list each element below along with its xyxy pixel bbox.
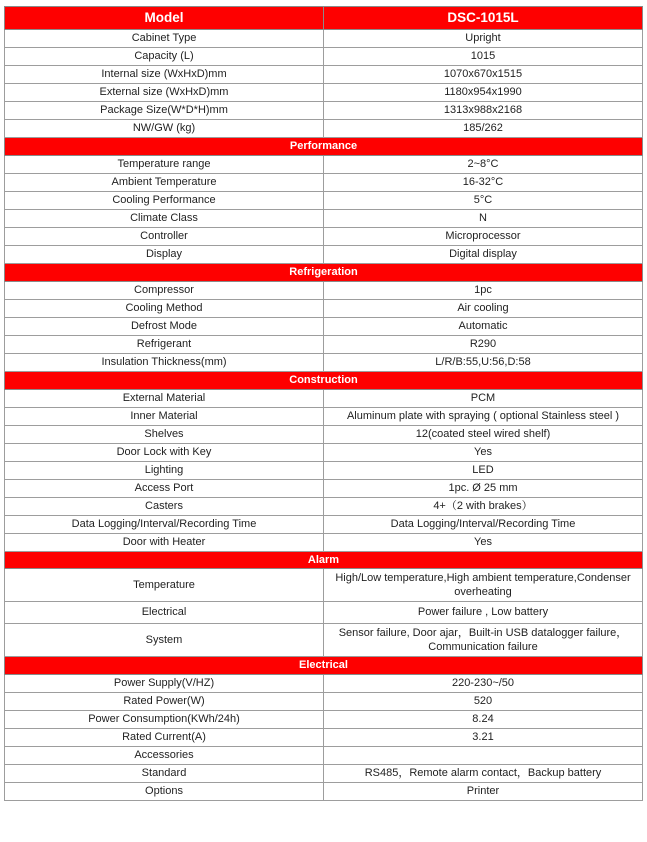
spec-label-cell: Controller bbox=[5, 227, 324, 245]
spec-value-cell: 1015 bbox=[324, 48, 643, 66]
spec-value-cell: Microprocessor bbox=[324, 227, 643, 245]
spec-row bbox=[5, 66, 643, 84]
spec-value-cell: 2~8°C bbox=[324, 155, 643, 173]
spec-label-cell: Shelves bbox=[5, 425, 324, 443]
section-title: Construction bbox=[5, 371, 643, 389]
spec-row bbox=[5, 765, 643, 783]
spec-value-cell: 1180x954x1990 bbox=[324, 84, 643, 102]
spec-label-cell: Climate Class bbox=[5, 209, 324, 227]
model-number-header-cell: DSC-1015L bbox=[324, 7, 643, 30]
section-header-row bbox=[5, 657, 643, 675]
section-header-row bbox=[5, 551, 643, 569]
spec-label-cell: Cooling Performance bbox=[5, 191, 324, 209]
model-header-cell: Model bbox=[5, 7, 324, 30]
spec-label-cell: Temperature range bbox=[5, 155, 324, 173]
spec-label-cell: Data Logging/Interval/Recording Time bbox=[5, 515, 324, 533]
spec-value-cell: 12(coated steel wired shelf) bbox=[324, 425, 643, 443]
spec-value-cell: Digital display bbox=[324, 245, 643, 263]
spec-value-cell: Data Logging/Interval/Recording Time bbox=[324, 515, 643, 533]
spec-value-cell: 8.24 bbox=[324, 711, 643, 729]
spec-label-cell: Electrical bbox=[5, 602, 324, 624]
spec-value-cell: 16-32°C bbox=[324, 173, 643, 191]
spec-row bbox=[5, 443, 643, 461]
section-header-row bbox=[5, 138, 643, 156]
spec-row bbox=[5, 245, 643, 263]
spec-value-cell: Upright bbox=[324, 30, 643, 48]
spec-value-cell: N bbox=[324, 209, 643, 227]
section-title: Refrigeration bbox=[5, 263, 643, 281]
section-title: Alarm bbox=[5, 551, 643, 569]
spec-value-cell: RS485，Remote alarm contact，Backup battery bbox=[324, 765, 643, 783]
spec-value-cell: Printer bbox=[324, 783, 643, 801]
spec-label-cell: Refrigerant bbox=[5, 335, 324, 353]
spec-label-cell: Temperature bbox=[5, 569, 324, 602]
spec-value-cell: Aluminum plate with spraying ( optional Stainless steel ) bbox=[324, 407, 643, 425]
spec-row bbox=[5, 84, 643, 102]
spec-row bbox=[5, 479, 643, 497]
spec-label-cell: External Material bbox=[5, 389, 324, 407]
spec-label-cell: System bbox=[5, 624, 324, 657]
spec-label-cell: Accessories bbox=[5, 747, 324, 765]
spec-label-cell: Display bbox=[5, 245, 324, 263]
spec-row bbox=[5, 389, 643, 407]
spec-label-cell: Compressor bbox=[5, 281, 324, 299]
spec-label-cell: Rated Current(A) bbox=[5, 729, 324, 747]
spec-row bbox=[5, 461, 643, 479]
spec-label-cell: Ambient Temperature bbox=[5, 173, 324, 191]
spec-row bbox=[5, 602, 643, 624]
section-header-row bbox=[5, 371, 643, 389]
spec-row bbox=[5, 515, 643, 533]
spec-value-cell: 5°C bbox=[324, 191, 643, 209]
spec-row bbox=[5, 335, 643, 353]
spec-row bbox=[5, 155, 643, 173]
spec-value-cell: High/Low temperature,High ambient temperature,Condenser overheating bbox=[324, 569, 643, 602]
spec-row bbox=[5, 407, 643, 425]
spec-label-cell: Door Lock with Key bbox=[5, 443, 324, 461]
spec-value-cell: 1pc bbox=[324, 281, 643, 299]
spec-label-cell: Rated Power(W) bbox=[5, 693, 324, 711]
spec-table-body bbox=[5, 7, 643, 801]
spec-row bbox=[5, 281, 643, 299]
spec-value-cell: 185/262 bbox=[324, 120, 643, 138]
spec-row bbox=[5, 729, 643, 747]
spec-label-cell: Cooling Method bbox=[5, 299, 324, 317]
spec-value-cell: Air cooling bbox=[324, 299, 643, 317]
spec-row bbox=[5, 783, 643, 801]
spec-value-cell bbox=[324, 747, 643, 765]
spec-row bbox=[5, 102, 643, 120]
spec-row bbox=[5, 191, 643, 209]
spec-value-cell: Automatic bbox=[324, 317, 643, 335]
spec-label-cell: NW/GW (kg) bbox=[5, 120, 324, 138]
spec-label-cell: Door with Heater bbox=[5, 533, 324, 551]
spec-value-cell: Sensor failure, Door ajar，Built-in USB datalogger failure，Communication failure bbox=[324, 624, 643, 657]
spec-value-cell: Yes bbox=[324, 443, 643, 461]
spec-row bbox=[5, 497, 643, 515]
spec-value-cell: 3.21 bbox=[324, 729, 643, 747]
spec-value-cell: R290 bbox=[324, 335, 643, 353]
spec-value-cell: 4+（2 with brakes） bbox=[324, 497, 643, 515]
spec-row bbox=[5, 299, 643, 317]
spec-value-cell: 520 bbox=[324, 693, 643, 711]
spec-row bbox=[5, 533, 643, 551]
spec-value-cell: 1313x988x2168 bbox=[324, 102, 643, 120]
spec-row bbox=[5, 711, 643, 729]
spec-value-cell: 1070x670x1515 bbox=[324, 66, 643, 84]
spec-value-cell: Power failure , Low battery bbox=[324, 602, 643, 624]
section-title: Performance bbox=[5, 138, 643, 156]
spec-row bbox=[5, 48, 643, 66]
spec-row bbox=[5, 569, 643, 602]
spec-row bbox=[5, 30, 643, 48]
spec-label-cell: Package Size(W*D*H)mm bbox=[5, 102, 324, 120]
spec-row bbox=[5, 693, 643, 711]
spec-row bbox=[5, 675, 643, 693]
spec-value-cell: Yes bbox=[324, 533, 643, 551]
spec-label-cell: Capacity (L) bbox=[5, 48, 324, 66]
spec-value-cell: LED bbox=[324, 461, 643, 479]
spec-value-cell: L/R/B:55,U:56,D:58 bbox=[324, 353, 643, 371]
spec-label-cell: Inner Material bbox=[5, 407, 324, 425]
spec-label-cell: Casters bbox=[5, 497, 324, 515]
spec-label-cell: Defrost Mode bbox=[5, 317, 324, 335]
spec-value-cell: 1pc. Ø 25 mm bbox=[324, 479, 643, 497]
section-header-row bbox=[5, 263, 643, 281]
spec-label-cell: Power Supply(V/HZ) bbox=[5, 675, 324, 693]
spec-label-cell: Options bbox=[5, 783, 324, 801]
spec-row bbox=[5, 227, 643, 245]
spec-row bbox=[5, 624, 643, 657]
section-title: Electrical bbox=[5, 657, 643, 675]
spec-label-cell: Power Consumption(KWh/24h) bbox=[5, 711, 324, 729]
spec-row bbox=[5, 120, 643, 138]
spec-row bbox=[5, 747, 643, 765]
spec-row bbox=[5, 425, 643, 443]
spec-label-cell: Standard bbox=[5, 765, 324, 783]
spec-row bbox=[5, 173, 643, 191]
spec-label-cell: Insulation Thickness(mm) bbox=[5, 353, 324, 371]
spec-label-cell: Cabinet Type bbox=[5, 30, 324, 48]
spec-label-cell: Lighting bbox=[5, 461, 324, 479]
spec-label-cell: Access Port bbox=[5, 479, 324, 497]
spec-row bbox=[5, 317, 643, 335]
spec-row bbox=[5, 209, 643, 227]
spec-table bbox=[4, 6, 643, 801]
spec-label-cell: Internal size (WxHxD)mm bbox=[5, 66, 324, 84]
spec-row bbox=[5, 353, 643, 371]
spec-value-cell: PCM bbox=[324, 389, 643, 407]
spec-value-cell: 220-230~/50 bbox=[324, 675, 643, 693]
spec-label-cell: External size (WxHxD)mm bbox=[5, 84, 324, 102]
table-header-row bbox=[5, 7, 643, 30]
